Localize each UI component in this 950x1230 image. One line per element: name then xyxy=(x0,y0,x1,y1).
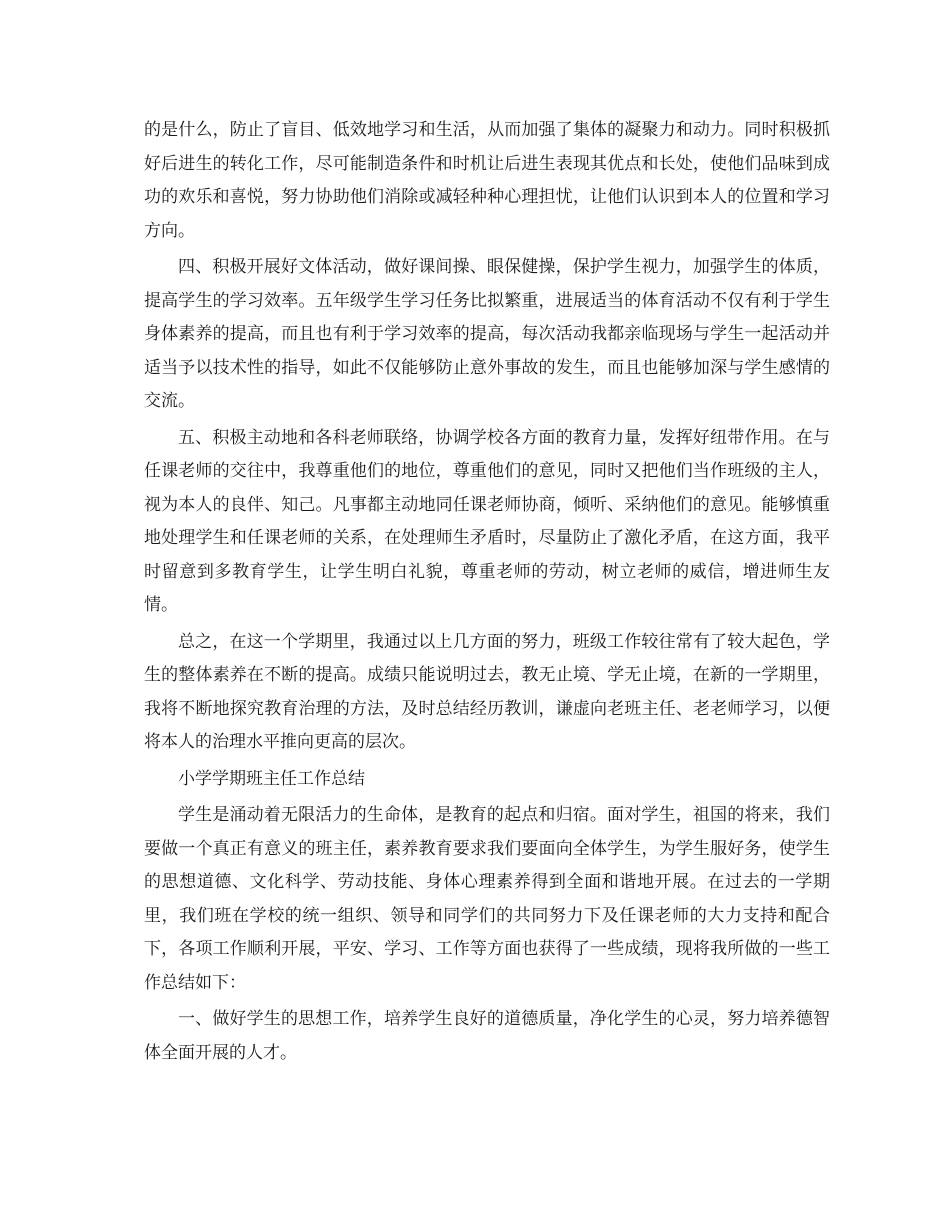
paragraph-section-one: 一、做好学生的思想工作，培养学生良好的道德质量，净化学生的心灵，努力培养德智体全面开展的人才。 xyxy=(144,1009,830,1063)
paragraph-conclusion: 总之，在这一个学期里，我通过以上几方面的努力，班级工作较往常有了较大起色，学生的整体素养在不断的提高。成绩只能说明过去，教无止境、学无止境，在新的一学期里，我将不断地探究教育治理的方法，及时总结经历教训，谦虚向老班主任、老老师学习，以便将本人的治理水平推向更高的层次。 xyxy=(144,631,830,752)
paragraph-introduction: 学生是涌动着无限活力的生命体，是教育的起点和归宿。面对学生，祖国的将来，我们要做一个真正有意义的班主任，素养教育要求我们要面向全体学生，为学生服好务，使学生的思想道德、文化科学、劳动技能、身体心理素养得到全面和谐地开展。在过去的一学期里，我们班在学校的统一组织、领导和同学们的共同努力下及任课老师的大力支持和配合下，各项工作顺利开展，平安、学习、工作等方面也获得了一些成绩，现将我所做的一些工作总结如下： xyxy=(144,805,830,993)
paragraph-section-five: 五、积极主动地和各科老师联络，协调学校各方面的教育力量，发挥好纽带作用。在与任课老师的交往中，我尊重他们的地位，尊重他们的意见，同时又把他们当作班级的主人，视为本人的良伴、知己。凡事都主动地同任课老师协商，倾听、采纳他们的意见。能够慎重地处理学生和任课老师的关系，在处理师生矛盾时，尽量防止了激化矛盾，在这方面，我平时留意到多教育学生，让学生明白礼貌，尊重老师的劳动，树立老师的威信，增进师生友情。 xyxy=(144,427,830,615)
section-heading: 小学学期班主任工作总结 xyxy=(178,768,365,789)
paragraph-section-four: 四、积极开展好文体活动，做好课间操、眼保健操，保护学生视力，加强学生的体质，提高学生的学习效率。五年级学生学习任务比拟繁重，进展适当的体育活动不仅有利于学生身体素养的提高，而且也有利于学习效率的提高，每次活动我都亲临现场与学生一起活动并适当予以技术性的指导，如此不仅能够防止意外事故的发生，而且也能够加深与学生感情的交流。 xyxy=(144,257,830,411)
paragraph-continuation: 的是什么，防止了盲目、低效地学习和生活，从而加强了集体的凝聚力和动力。同时积极抓好后进生的转化工作，尽可能制造条件和时机让后进生表现其优点和长处，使他们品味到成功的欢乐和喜悦，努力协助他们消除或减轻种种心理担忧，让他们认识到本人的位置和学习方向。 xyxy=(144,120,830,241)
document-body xyxy=(144,114,830,1073)
